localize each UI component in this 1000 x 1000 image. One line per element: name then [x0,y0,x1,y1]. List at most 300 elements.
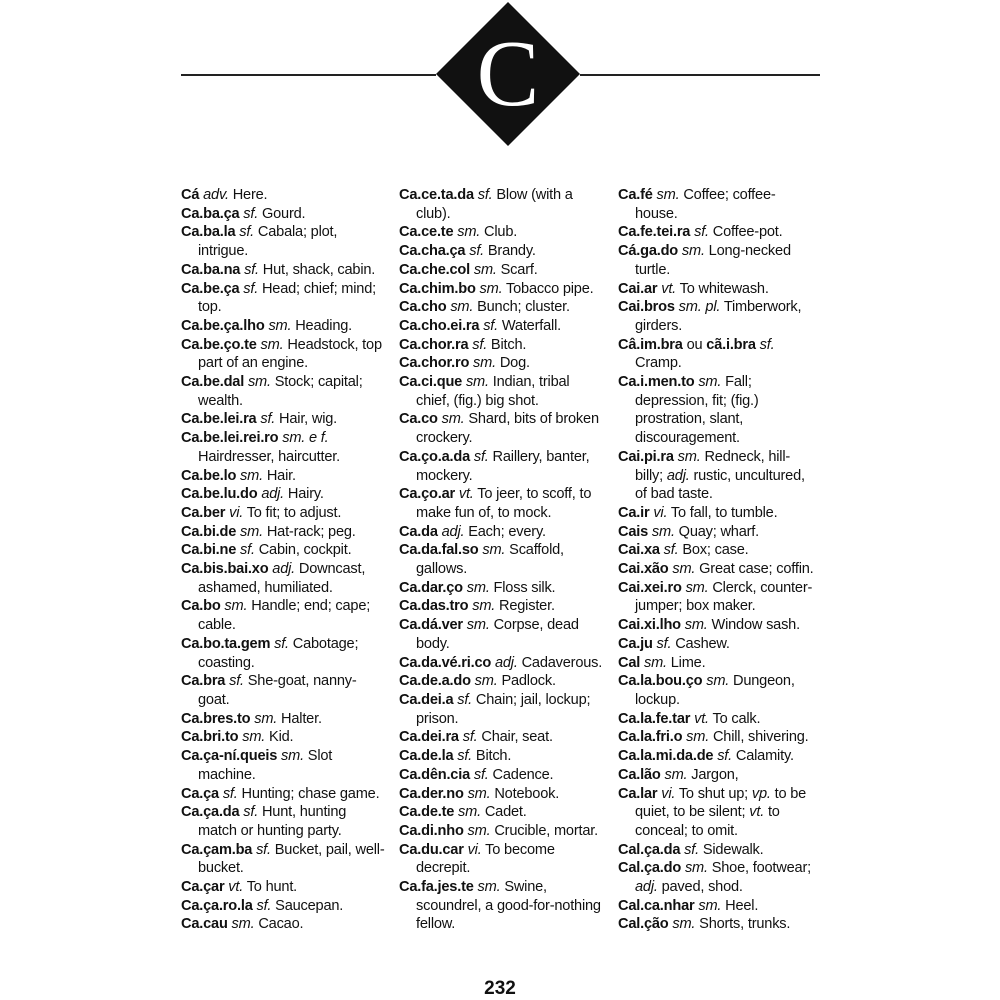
entry-definition: Indian, tribal chief, (fig.) big shot. [416,374,570,409]
entry-grammar: sf. [462,729,478,746]
dictionary-entry [181,223,386,260]
entry-grammar: sm. [268,317,292,334]
entry-grammar: sm. [681,243,705,260]
entry-definition: Cashew. [675,635,730,652]
entry-definition: Waterfall. [501,317,561,334]
dictionary-entry [399,242,604,261]
entry-grammar: sm. [465,374,489,391]
entry-headword: Ca.ço.ar [399,486,455,503]
entry-grammar: sf. [244,261,259,278]
entry-definition: Swine, scoundrel, a good-for-nothing fellow. [416,879,601,933]
entry-headword: Ca.çar [181,879,225,896]
entry-headword: Cai.xei.ro [618,579,682,596]
entry-grammar: adv. [203,187,229,203]
entry-definition: Hairy. [287,486,324,503]
dictionary-entry [618,560,818,579]
dictionary-entry [181,560,386,597]
entry-headword: Ca.ça-ní.queis [181,748,278,765]
entry-definition: Quay; wharf. [678,523,760,540]
dictionary-entry [181,672,386,709]
dictionary-entry [618,897,818,916]
entry-headword: Ca.ça.da [181,804,240,821]
dictionary-entry [181,504,386,523]
entry-definition: Downcast, ashamed, humiliated. [198,561,366,596]
entry-headword: Ca.ba.ça [181,205,240,222]
entry-definition: rustic, uncultured, of bad taste. [635,467,805,503]
entry-headword: Ca.ce.ta.da [399,187,474,203]
entry-grammar: sf. [469,243,485,260]
entry-grammar: sf. [256,841,271,858]
entry-definition: Chill, shivering. [712,729,809,746]
entry-headword: Ca.la.fe.tar [618,710,691,727]
dictionary-entry [618,635,818,654]
entry-grammar: sm. [458,804,481,821]
entry-grammar: sm. [684,617,708,634]
dictionary-entry [399,336,604,355]
entry-headword: Ca.bo [181,598,221,615]
dictionary-entry [399,410,604,447]
entry-grammar: sm. [240,467,263,484]
entry-grammar: sf. [477,187,493,203]
entry-definition: Gourd. [261,205,306,222]
entry-definition: Saucepan. [275,897,344,914]
dictionary-entry [399,261,604,280]
entry-grammar: sm. [467,785,491,802]
entry-headword: Cais [618,523,649,540]
entry-headword: Ca.das.tro [399,598,469,615]
entry-headword: Ca.bis.bai.xo [181,561,269,578]
entry-grammar: vi. [229,504,244,521]
dictionary-entry [181,597,386,634]
entry-headword: Ca.da.vé.ri.co [399,654,492,671]
dictionary-entry [618,523,818,542]
entry-headword: Ca.de.te [399,804,455,821]
entry-grammar: sm. [686,729,710,746]
entry-headword: Ca.cho.ei.ra [399,317,480,334]
dictionary-entry [399,691,604,728]
page-number: 232 [484,978,516,999]
entry-definition: Bitch. [475,748,512,765]
entry-definition: To become decrepit. [416,841,555,877]
entry-definition: paved, shod. [661,879,743,896]
entry-definition: Sidewalk. [702,841,764,858]
entry-definition: Tobacco pipe. [506,280,594,297]
entry-grammar: sm. [473,355,496,372]
entry-headword: Ca.dên.cia [399,766,470,783]
entry-grammar: sf. [472,336,488,353]
dictionary-entry [181,728,386,747]
entry-definition: Timberwork, girders. [635,299,802,334]
entry-grammar: sm. [466,579,490,596]
entry-definition: Bunch; cluster. [477,299,570,316]
entry-definition: Scarf. [500,261,538,278]
entry-definition: Shard, bits of broken crockery. [416,411,599,447]
entry-definition: Heading. [295,317,353,334]
entry-definition: Blow (with a club). [416,187,573,222]
entry-definition: Cramp. [635,355,682,372]
entry-headword: Ca.lar [618,785,658,802]
dictionary-entry [618,785,818,841]
entry-headword: Ca.der.no [399,785,464,802]
entry-headword: Ca.de.a.do [399,673,471,690]
entry-grammar: sm. [656,187,680,203]
entry-grammar: sf. [229,673,244,690]
entry-definition: Dog. [499,355,530,372]
entry-definition: Calamity. [735,748,794,765]
entry-grammar: sm. [698,897,722,914]
entry-headword: Ca.ce.te [399,224,454,241]
entry-headword: Cal.ça.da [618,841,681,858]
dictionary-entry [399,280,604,299]
entry-grammar: sm. [677,448,701,465]
entry-headword: Ca.bi.de [181,523,237,540]
entry-grammar: sf. [243,804,259,821]
entry-definition: Raillery, banter, mockery. [416,448,590,484]
dictionary-entry [399,672,604,691]
entry-grammar: sm. [466,617,490,634]
dictionary-entry [181,485,386,504]
entry-definition: Corpse, dead body. [416,617,579,652]
entry-definition: Lime. [670,654,706,671]
entry-column-2 [399,186,604,934]
entry-definition: Floss silk. [493,579,556,596]
entry-definition: To hunt. [246,879,298,896]
entry-grammar: sm. [441,411,465,428]
dictionary-entry [618,616,818,635]
entry-grammar: sm. [450,299,474,316]
entry-definition: Kid. [269,729,294,746]
entry-headword: Cá [181,187,200,203]
entry-headword: Ca.ir [618,504,650,521]
dictionary-entry [618,280,818,299]
entry-headword: Ca.cau [181,916,228,933]
dictionary-entry [399,579,604,598]
entry-definition: Each; every. [468,523,546,540]
dictionary-entry [618,223,818,242]
dictionary-entry [618,841,818,860]
entry-grammar: sm. [477,879,501,896]
entry-grammar: sm. [651,523,675,540]
dictionary-entry [618,448,818,504]
entry-headword: Ca.be.lei.rei.ro [181,430,279,447]
entry-grammar: sf. [759,336,775,353]
entry-headword: Cal.ça.do [618,860,682,877]
entry-headword: Ca.be.lu.do [181,486,258,503]
entry-definition: Chair, seat. [481,729,553,746]
entry-definition: To whitewash. [679,280,769,297]
dictionary-entry [181,878,386,897]
entry-definition: Cadence. [492,766,554,783]
entry-definition: Bitch. [490,336,527,353]
entry-headword: Ca.chim.bo [399,280,476,297]
entry-definition: Jargon, [691,766,739,783]
entry-definition: Heel. [725,897,759,914]
entry-headword: Ca.bo.ta.gem [181,635,271,652]
entry-headword: Ca.cho [399,299,447,316]
entry-headword: Ca.ba.na [181,261,241,278]
entry-grammar: sf. [240,542,255,559]
entry-grammar: sf. [663,542,679,559]
dictionary-entry [618,579,818,616]
dictionary-entry [399,523,604,542]
entry-headword: Ca.du.car [399,841,464,858]
entry-grammar: sm. [224,598,248,615]
dictionary-entry [399,728,604,747]
entry-definition: Notebook. [494,785,560,802]
dictionary-entry [181,467,386,486]
entry-definition: Hut, shack, cabin. [262,261,376,278]
entry-headword: Ca.be.ça [181,280,240,297]
entry-grammar: adj. [494,654,518,671]
entry-definition: Long-necked turtle. [635,243,791,278]
entry-grammar: sf. [256,897,272,914]
entry-definition: Bucket, pail, well-bucket. [198,841,385,877]
dictionary-entry [618,915,818,934]
entry-grammar: sm. [684,860,708,877]
entry-headword: Ca.bri.to [181,729,239,746]
dictionary-entry [399,354,604,373]
entry-definition: Redneck, hill-billy; [635,448,791,484]
dictionary-entry [181,410,386,429]
entry-definition: To calk. [712,710,761,727]
dictionary-entry [181,635,386,672]
entry-grammar: sf. [243,205,259,222]
entry-definition: Hat-rack; peg. [266,523,356,540]
entry-definition: Hairdresser, haircutter. [198,448,341,465]
entry-definition: To fall, to tumble. [670,504,778,521]
entry-grammar: sm. [467,822,491,839]
entry-definition: Slot machine. [198,748,333,783]
dictionary-entry [618,859,818,896]
entry-grammar: vt. [661,280,677,297]
dictionary-entry [181,785,386,804]
entry-grammar: sf. [483,317,499,334]
entry-grammar: sf. [457,748,473,765]
entry-headword: Cal.ca.nhar [618,897,695,914]
entry-definition: To jeer, to scoff, to make fun of, to mock. [416,486,592,521]
entry-grammar: adj. [272,561,296,578]
dictionary-entry [399,485,604,522]
entry-definition: She-goat, nanny-goat. [198,673,357,708]
entry-headword: Ca.dar.ço [399,579,463,596]
entry-headword: Cai.bros [618,299,675,316]
dictionary-entry [399,186,604,223]
entry-grammar: sm. pl. [678,299,721,316]
entry-headword: Cá.ga.do [618,243,679,260]
entry-grammar: sf. [694,224,709,241]
entry-grammar: sf. [243,280,259,297]
dictionary-entry [618,710,818,729]
dictionary-entry [181,915,386,934]
entry-grammar: sm. [472,598,496,615]
entry-grammar: sm. [698,374,722,391]
dictionary-entry [399,541,604,578]
entry-grammar: sf. [274,635,289,652]
entry-headword: Ca.bres.to [181,710,251,727]
dictionary-entry [618,766,818,785]
entry-headword: Ca.la.bou.ço [618,673,703,690]
dictionary-entry [181,280,386,317]
entry-definition: Scaffold, gallows. [416,542,564,578]
entry-definition: Cacao. [258,916,304,933]
entry-definition: Head; chief; mind; top. [198,280,376,316]
entry-definition: Cabala; plot, intrigue. [198,224,338,260]
entry-definition: Hair, wig. [279,411,338,428]
dictionary-entry [618,504,818,523]
entry-definition: Dungeon, lockup. [635,673,795,708]
entry-headword: Ca.di.nho [399,822,464,839]
entry-headword: Ca.dei.ra [399,729,459,746]
entry-headword: Ca.ça.ro.la [181,897,253,914]
entry-grammar: sm. [664,766,688,783]
entry-connector: ou [686,336,703,353]
entry-definition: Chain; jail, lockup; prison. [416,691,591,727]
entry-headword: Ca.la.mi.da.de [618,748,714,765]
entry-definition: Hunting; chase game. [241,785,380,802]
entry-headword: Ca.chor.ra [399,336,469,353]
entry-headword: Ca.bra [181,673,226,690]
entry-grammar: sm. [473,261,497,278]
entry-grammar: sm. [479,280,503,297]
dictionary-entry [399,597,604,616]
dictionary-entry [399,766,604,785]
entry-definition: Halter. [281,710,322,727]
entry-headword-variant: cã.i.bra [706,336,756,353]
dictionary-entry [181,373,386,410]
dictionary-entry [618,336,818,373]
entry-grammar: vi. [467,841,482,858]
entry-headword: Ca.fa.jes.te [399,879,474,896]
entry-headword: Ca.çam.ba [181,841,253,858]
entry-definition: Cabotage; coasting. [198,635,359,671]
entry-definition: Window sash. [711,617,800,634]
dictionary-entry [181,747,386,784]
entry-headword: Ca.be.dal [181,374,245,391]
entry-definition: Cadaverous. [521,654,603,671]
entry-definition: Crucible, mortar. [494,822,598,839]
entry-headword: Cai.xão [618,561,669,578]
dictionary-entry [399,654,604,673]
entry-headword: Ca.ci.que [399,374,463,391]
entry-headword: Cal.ção [618,916,669,933]
entry-grammar: sm. [457,224,481,241]
entry-grammar: sm. [242,729,266,746]
entry-headword: Ca.dá.ver [399,617,463,634]
entry-definition: to be quiet, to be silent; [635,785,807,821]
entry-grammar: adj. [666,467,690,484]
dictionary-entry [618,672,818,709]
entry-definition: Shorts, trunks. [699,916,791,933]
entry-definition: Cabin, cockpit. [258,542,352,559]
header-rule-left [181,74,436,76]
entry-grammar: sm. [247,374,271,391]
dictionary-entry [618,373,818,448]
entry-definition: Club. [484,224,518,241]
entry-headword: Ca.be.ça.lho [181,317,265,334]
entry-definition: Hunt, hunting match or hunting party. [198,804,347,839]
entry-definition: Handle; end; cape; cable. [198,598,371,634]
section-letter-diamond [436,2,580,146]
dictionary-entry [618,728,818,747]
entry-headword: Cai.xa [618,542,660,559]
entry-grammar: vt. [694,710,709,727]
header-rule-right [580,74,820,76]
entry-definition: Stock; capital; wealth. [198,374,363,409]
entry-grammar: sf. [260,411,276,428]
entry-grammar: vt. [458,486,474,503]
entry-grammar: vp. [751,785,771,802]
entry-column-3 [618,186,818,934]
dictionary-entry [399,878,604,934]
entry-headword: Ca.be.ço.te [181,336,257,353]
dictionary-entry [181,897,386,916]
entry-grammar: sf. [457,691,473,708]
entry-grammar: sf. [239,224,255,241]
entry-definition: Coffee; coffee-house. [635,187,776,222]
entry-definition: Hair. [266,467,296,484]
entry-headword: Ca.cha.ça [399,243,466,260]
entry-headword: Ca.fe.tei.ra [618,224,691,241]
entry-definition: Cadet. [484,804,527,821]
entry-headword: Cai.pi.ra [618,448,674,465]
entry-headword: Ca.be.lo [181,467,237,484]
entry-definition: To fit; to adjust. [246,504,342,521]
entry-grammar: vt. [749,804,765,821]
dictionary-entry [181,186,386,205]
entry-definition: To shut up; [678,785,749,802]
dictionary-entry [181,541,386,560]
dictionary-entry [618,654,818,673]
dictionary-entry [399,803,604,822]
dictionary-entry [399,616,604,653]
dictionary-entry [399,822,604,841]
entry-grammar: sm. [672,561,696,578]
entry-grammar: sf. [717,748,733,765]
dictionary-entry [181,336,386,373]
entry-headword: Ca.ço.a.da [399,448,470,465]
entry-definition: to conceal; to omit. [635,804,780,839]
entry-definition: Brandy. [487,243,536,260]
entry-headword: Ca.i.men.to [618,374,695,391]
entry-headword: Ca.ber [181,504,226,521]
dictionary-entry [181,261,386,280]
entry-grammar: sm. e f. [282,430,329,447]
entry-grammar: sm. [260,336,284,353]
entry-headword: Ca.la.fri.o [618,729,683,746]
entry-headword: Ca.che.col [399,261,470,278]
entry-grammar: sf. [473,448,489,465]
entry-grammar: adj. [261,486,285,503]
entry-headword: Ca.be.lei.ra [181,411,257,428]
entry-column-1 [181,186,386,934]
dictionary-entry [181,841,386,878]
entry-grammar: sf. [684,841,699,858]
dictionary-entry [181,429,386,466]
dictionary-entry [399,448,604,485]
entry-grammar: sm. [706,673,730,690]
entry-grammar: sm. [685,579,709,596]
entry-grammar: vi. [661,785,676,802]
dictionary-entry [618,747,818,766]
dictionary-entry [399,298,604,317]
dictionary-entry [181,710,386,729]
dictionary-entry [399,841,604,878]
dictionary-entry [618,541,818,560]
entry-grammar: sm. [240,523,263,540]
entry-grammar: sm. [254,710,278,727]
dictionary-entry [399,317,604,336]
entry-headword: Ca.bi.ne [181,542,237,559]
